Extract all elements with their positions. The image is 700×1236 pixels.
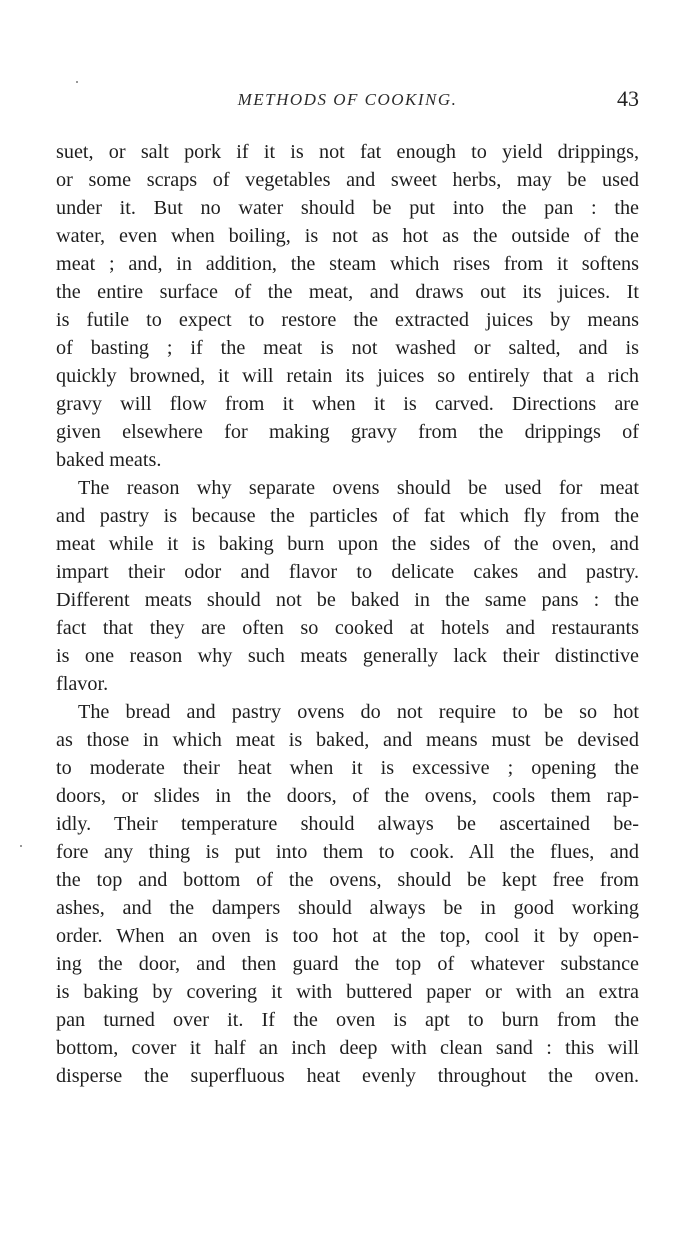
text-line: doors, or slides in the doors, of the ovens, cools them rap- (56, 785, 639, 807)
text-line: the top and bottom of the ovens, should be kept free from (56, 869, 639, 891)
text-line: meat ; and, in addition, the steam which rises from it softens (56, 253, 639, 275)
print-speck (76, 81, 78, 83)
text-line: is one reason why such meats generally lack their distinctive (56, 645, 639, 667)
text-line: or some scraps of vegetables and sweet herbs, may be used (56, 169, 639, 191)
text-line: suet, or salt pork if it is not fat enough to yield drippings, (56, 141, 639, 163)
running-head (56, 86, 639, 120)
text-line: Different meats should not be baked in the same pans : the (56, 589, 639, 611)
print-speck (20, 845, 22, 847)
text-line: given elsewhere for making gravy from the drippings of (56, 421, 639, 443)
page-number: 43 (617, 86, 639, 111)
text-line: impart their odor and flavor to delicate cakes and pastry. (56, 561, 639, 583)
text-line: fore any thing is put into them to cook. All the flues, and (56, 841, 639, 863)
text-line: and pastry is because the particles of fat which fly from the (56, 505, 639, 527)
text-line: meat while it is baking burn upon the sides of the oven, and (56, 533, 639, 555)
text-line: disperse the superfluous heat evenly throughout the oven. (56, 1065, 639, 1087)
text-line: gravy will flow from it when it is carved. Directions are (56, 393, 639, 415)
text-line: The reason why separate ovens should be used for meat (78, 477, 639, 499)
text-line: The bread and pastry ovens do not require to be so hot (78, 701, 639, 723)
running-title: METHODS OF COOKING. (237, 90, 458, 109)
text-line: to moderate their heat when it is excessive ; opening the (56, 757, 639, 779)
text-line: the entire surface of the meat, and draws out its juices. It (56, 281, 639, 303)
text-line: pan turned over it. If the oven is apt to burn from the (56, 1009, 639, 1031)
text-line: baked meats. (56, 449, 162, 471)
body-text (56, 138, 639, 1090)
text-line: order. When an oven is too hot at the top, cool it by open- (56, 925, 639, 947)
text-line: of basting ; if the meat is not washed or salted, and is (56, 337, 639, 359)
text-line: water, even when boiling, is not as hot as the outside of the (56, 225, 639, 247)
text-line: is futile to expect to restore the extracted juices by means (56, 309, 639, 331)
text-line: quickly browned, it will retain its juices so entirely that a rich (56, 365, 639, 387)
text-line: flavor. (56, 673, 109, 695)
text-line: ashes, and the dampers should always be in good working (56, 897, 639, 919)
text-line: bottom, cover it half an inch deep with clean sand : this will (56, 1037, 639, 1059)
text-line: is baking by covering it with buttered paper or with an extra (56, 981, 639, 1003)
text-line: idly. Their temperature should always be ascertained be- (56, 813, 639, 835)
text-line: ing the door, and then guard the top of whatever substance (56, 953, 639, 975)
text-line: fact that they are often so cooked at hotels and restaurants (56, 617, 639, 639)
text-line: as those in which meat is baked, and means must be devised (56, 729, 639, 751)
text-line: under it. But no water should be put into the pan : the (56, 197, 639, 219)
